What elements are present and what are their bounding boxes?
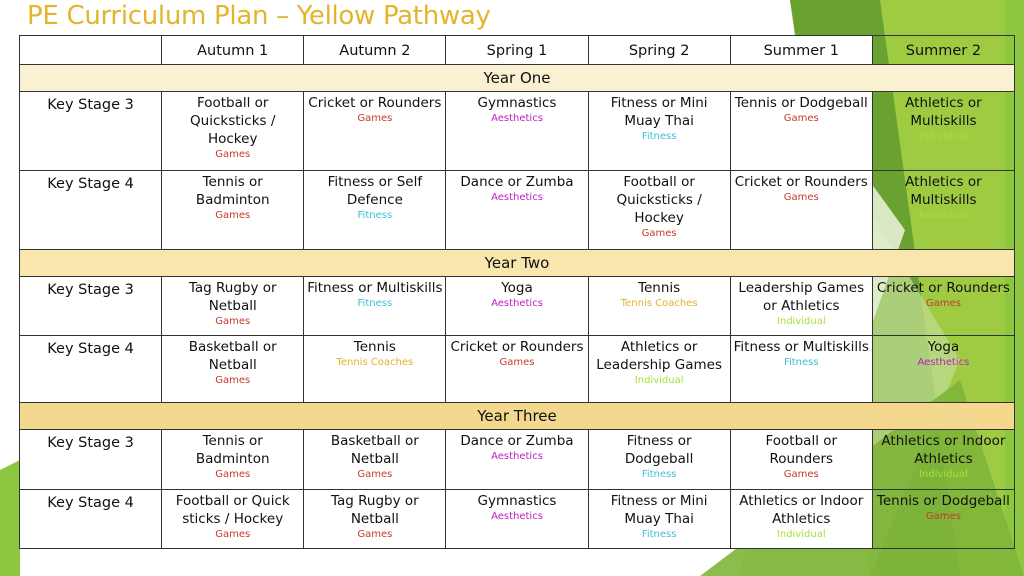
activity-cell	[304, 490, 446, 549]
category-label: Fitness	[641, 529, 677, 540]
activity-cell	[588, 277, 730, 336]
activity-name: Yoga	[927, 339, 960, 355]
category-label: Aesthetics	[491, 298, 543, 309]
category-label: Fitness	[641, 469, 677, 480]
category-label: Games	[499, 357, 535, 368]
activity-cell	[730, 430, 872, 490]
activity-cell	[304, 171, 446, 250]
year-band	[20, 403, 1015, 430]
activity-name: Fitness or Dodgeball	[624, 433, 694, 467]
category-label: Individual	[634, 375, 684, 386]
category-label: Games	[783, 113, 819, 124]
category-label: Individual	[919, 131, 968, 142]
category-label: Individual	[919, 469, 968, 480]
activity-name: Tennis	[353, 339, 396, 355]
table-row	[20, 92, 1015, 171]
activity-name: Leadership Games or Athletics	[738, 280, 865, 314]
table-row	[20, 430, 1015, 490]
category-label: Fitness	[357, 210, 393, 221]
activity-cell	[446, 92, 588, 171]
column-header: Autumn 1	[162, 36, 304, 65]
category-label: Aesthetics	[491, 511, 543, 522]
activity-cell	[588, 490, 730, 549]
category-label: Games	[925, 511, 961, 522]
table-row	[20, 336, 1015, 403]
activity-name: Tennis or Badminton	[195, 174, 270, 208]
activity-cell	[872, 277, 1014, 336]
activity-cell	[162, 336, 304, 403]
activity-cell	[872, 92, 1014, 171]
page-title: PE Curriculum Plan – Yellow Pathway	[27, 1, 491, 31]
activity-cell	[446, 336, 588, 403]
category-label: Games	[783, 192, 819, 203]
year-label: Year Two	[20, 250, 1015, 277]
activity-cell	[304, 92, 446, 171]
year-label: Year One	[20, 65, 1015, 92]
year-label: Year Three	[20, 403, 1015, 430]
activity-name: Gymnastics	[477, 95, 557, 111]
activity-cell	[730, 92, 872, 171]
activity-cell	[162, 277, 304, 336]
key-stage-label: Key Stage 4	[20, 171, 162, 250]
key-stage-label: Key Stage 4	[20, 490, 162, 549]
activity-name: Athletics or Multiskills	[905, 95, 982, 129]
activity-cell	[446, 171, 588, 250]
activity-name: Tennis or Dodgeball	[876, 493, 1010, 509]
category-label: Games	[215, 149, 251, 160]
activity-name: Tennis or Dodgeball	[734, 95, 868, 111]
table-row	[20, 277, 1015, 336]
activity-name: Football or Quicksticks / Hockey	[190, 95, 276, 147]
activity-name: Football or Quick sticks / Hockey	[175, 493, 290, 527]
activity-name: Basketball or Netball	[330, 433, 419, 467]
activity-cell	[730, 490, 872, 549]
activity-cell	[730, 277, 872, 336]
activity-cell	[446, 277, 588, 336]
activity-name: Cricket or Rounders	[450, 339, 584, 355]
activity-name: Athletics or Indoor Athletics	[739, 493, 864, 527]
category-label: Games	[215, 375, 251, 386]
activity-name: Cricket or Rounders	[308, 95, 442, 111]
key-stage-label: Key Stage 4	[20, 336, 162, 403]
activity-name: Dance or Zumba	[460, 433, 574, 449]
category-label: Aesthetics	[491, 451, 543, 462]
activity-cell	[162, 490, 304, 549]
key-stage-label: Key Stage 3	[20, 277, 162, 336]
category-label: Individual	[776, 316, 826, 327]
category-label: Individual	[776, 529, 826, 540]
activity-cell	[872, 430, 1014, 490]
activity-cell	[162, 171, 304, 250]
activity-cell	[162, 430, 304, 490]
activity-name: Tag Rugby or Netball	[188, 280, 277, 314]
category-label: Games	[925, 298, 961, 309]
category-label: Games	[215, 469, 251, 480]
activity-name: Tennis	[638, 280, 681, 296]
category-label: Fitness	[641, 131, 677, 142]
activity-cell	[162, 92, 304, 171]
activity-cell	[446, 430, 588, 490]
key-stage-label: Key Stage 3	[20, 430, 162, 490]
category-label: Games	[357, 469, 393, 480]
year-band	[20, 65, 1015, 92]
activity-name: Football or Rounders	[765, 433, 838, 467]
activity-name: Fitness or Self Defence	[327, 174, 423, 208]
activity-cell	[304, 277, 446, 336]
key-stage-label: Key Stage 3	[20, 92, 162, 171]
activity-cell	[872, 171, 1014, 250]
activity-name: Yoga	[501, 280, 533, 296]
column-header: Spring 1	[446, 36, 588, 65]
column-header: Autumn 2	[304, 36, 446, 65]
activity-cell	[588, 336, 730, 403]
activity-name: Cricket or Rounders	[734, 174, 868, 190]
category-label: Games	[215, 529, 251, 540]
category-label: Games	[357, 113, 393, 124]
activity-name: Athletics or Indoor Athletics	[881, 433, 1006, 467]
category-label: Individual	[919, 210, 968, 221]
activity-name: Football or Quicksticks / Hockey	[616, 174, 702, 226]
activity-name: Fitness or Mini Muay Thai	[610, 493, 708, 527]
curriculum-table	[19, 35, 1015, 549]
activity-cell	[446, 490, 588, 549]
table-row	[20, 490, 1015, 549]
activity-name: Tennis or Badminton	[195, 433, 270, 467]
activity-name: Fitness or Mini Muay Thai	[610, 95, 708, 129]
column-header: Summer 2	[872, 36, 1014, 65]
category-label: Fitness	[783, 357, 819, 368]
category-label: Fitness	[357, 298, 393, 309]
table-row	[20, 171, 1015, 250]
column-header: Spring 2	[588, 36, 730, 65]
activity-cell	[304, 336, 446, 403]
category-label: Tennis Coaches	[336, 357, 414, 368]
category-label: Aesthetics	[917, 357, 970, 368]
category-label: Aesthetics	[491, 192, 543, 203]
category-label: Aesthetics	[491, 113, 543, 124]
activity-name: Fitness or Multiskills	[733, 339, 869, 355]
activity-cell	[588, 171, 730, 250]
column-header: Summer 1	[730, 36, 872, 65]
activity-cell	[730, 171, 872, 250]
activity-name: Athletics or Multiskills	[905, 174, 982, 208]
activity-cell	[304, 430, 446, 490]
activity-cell	[588, 430, 730, 490]
category-label: Games	[215, 210, 251, 221]
activity-name: Fitness or Multiskills	[307, 280, 443, 296]
activity-name: Athletics or Leadership Games	[596, 339, 722, 373]
year-band	[20, 250, 1015, 277]
activity-name: Basketball or Netball	[188, 339, 277, 373]
column-header	[20, 36, 162, 65]
category-label: Games	[357, 529, 393, 540]
activity-cell	[730, 336, 872, 403]
category-label: Games	[641, 228, 677, 239]
activity-name: Dance or Zumba	[460, 174, 574, 190]
activity-cell	[872, 490, 1014, 549]
activity-name: Gymnastics	[477, 493, 557, 509]
category-label: Tennis Coaches	[620, 298, 698, 309]
activity-cell	[588, 92, 730, 171]
activity-cell	[872, 336, 1014, 403]
category-label: Games	[783, 469, 819, 480]
activity-name: Cricket or Rounders	[876, 280, 1010, 296]
activity-name: Tag Rugby or Netball	[330, 493, 419, 527]
category-label: Games	[215, 316, 251, 327]
header-row	[20, 36, 1015, 65]
